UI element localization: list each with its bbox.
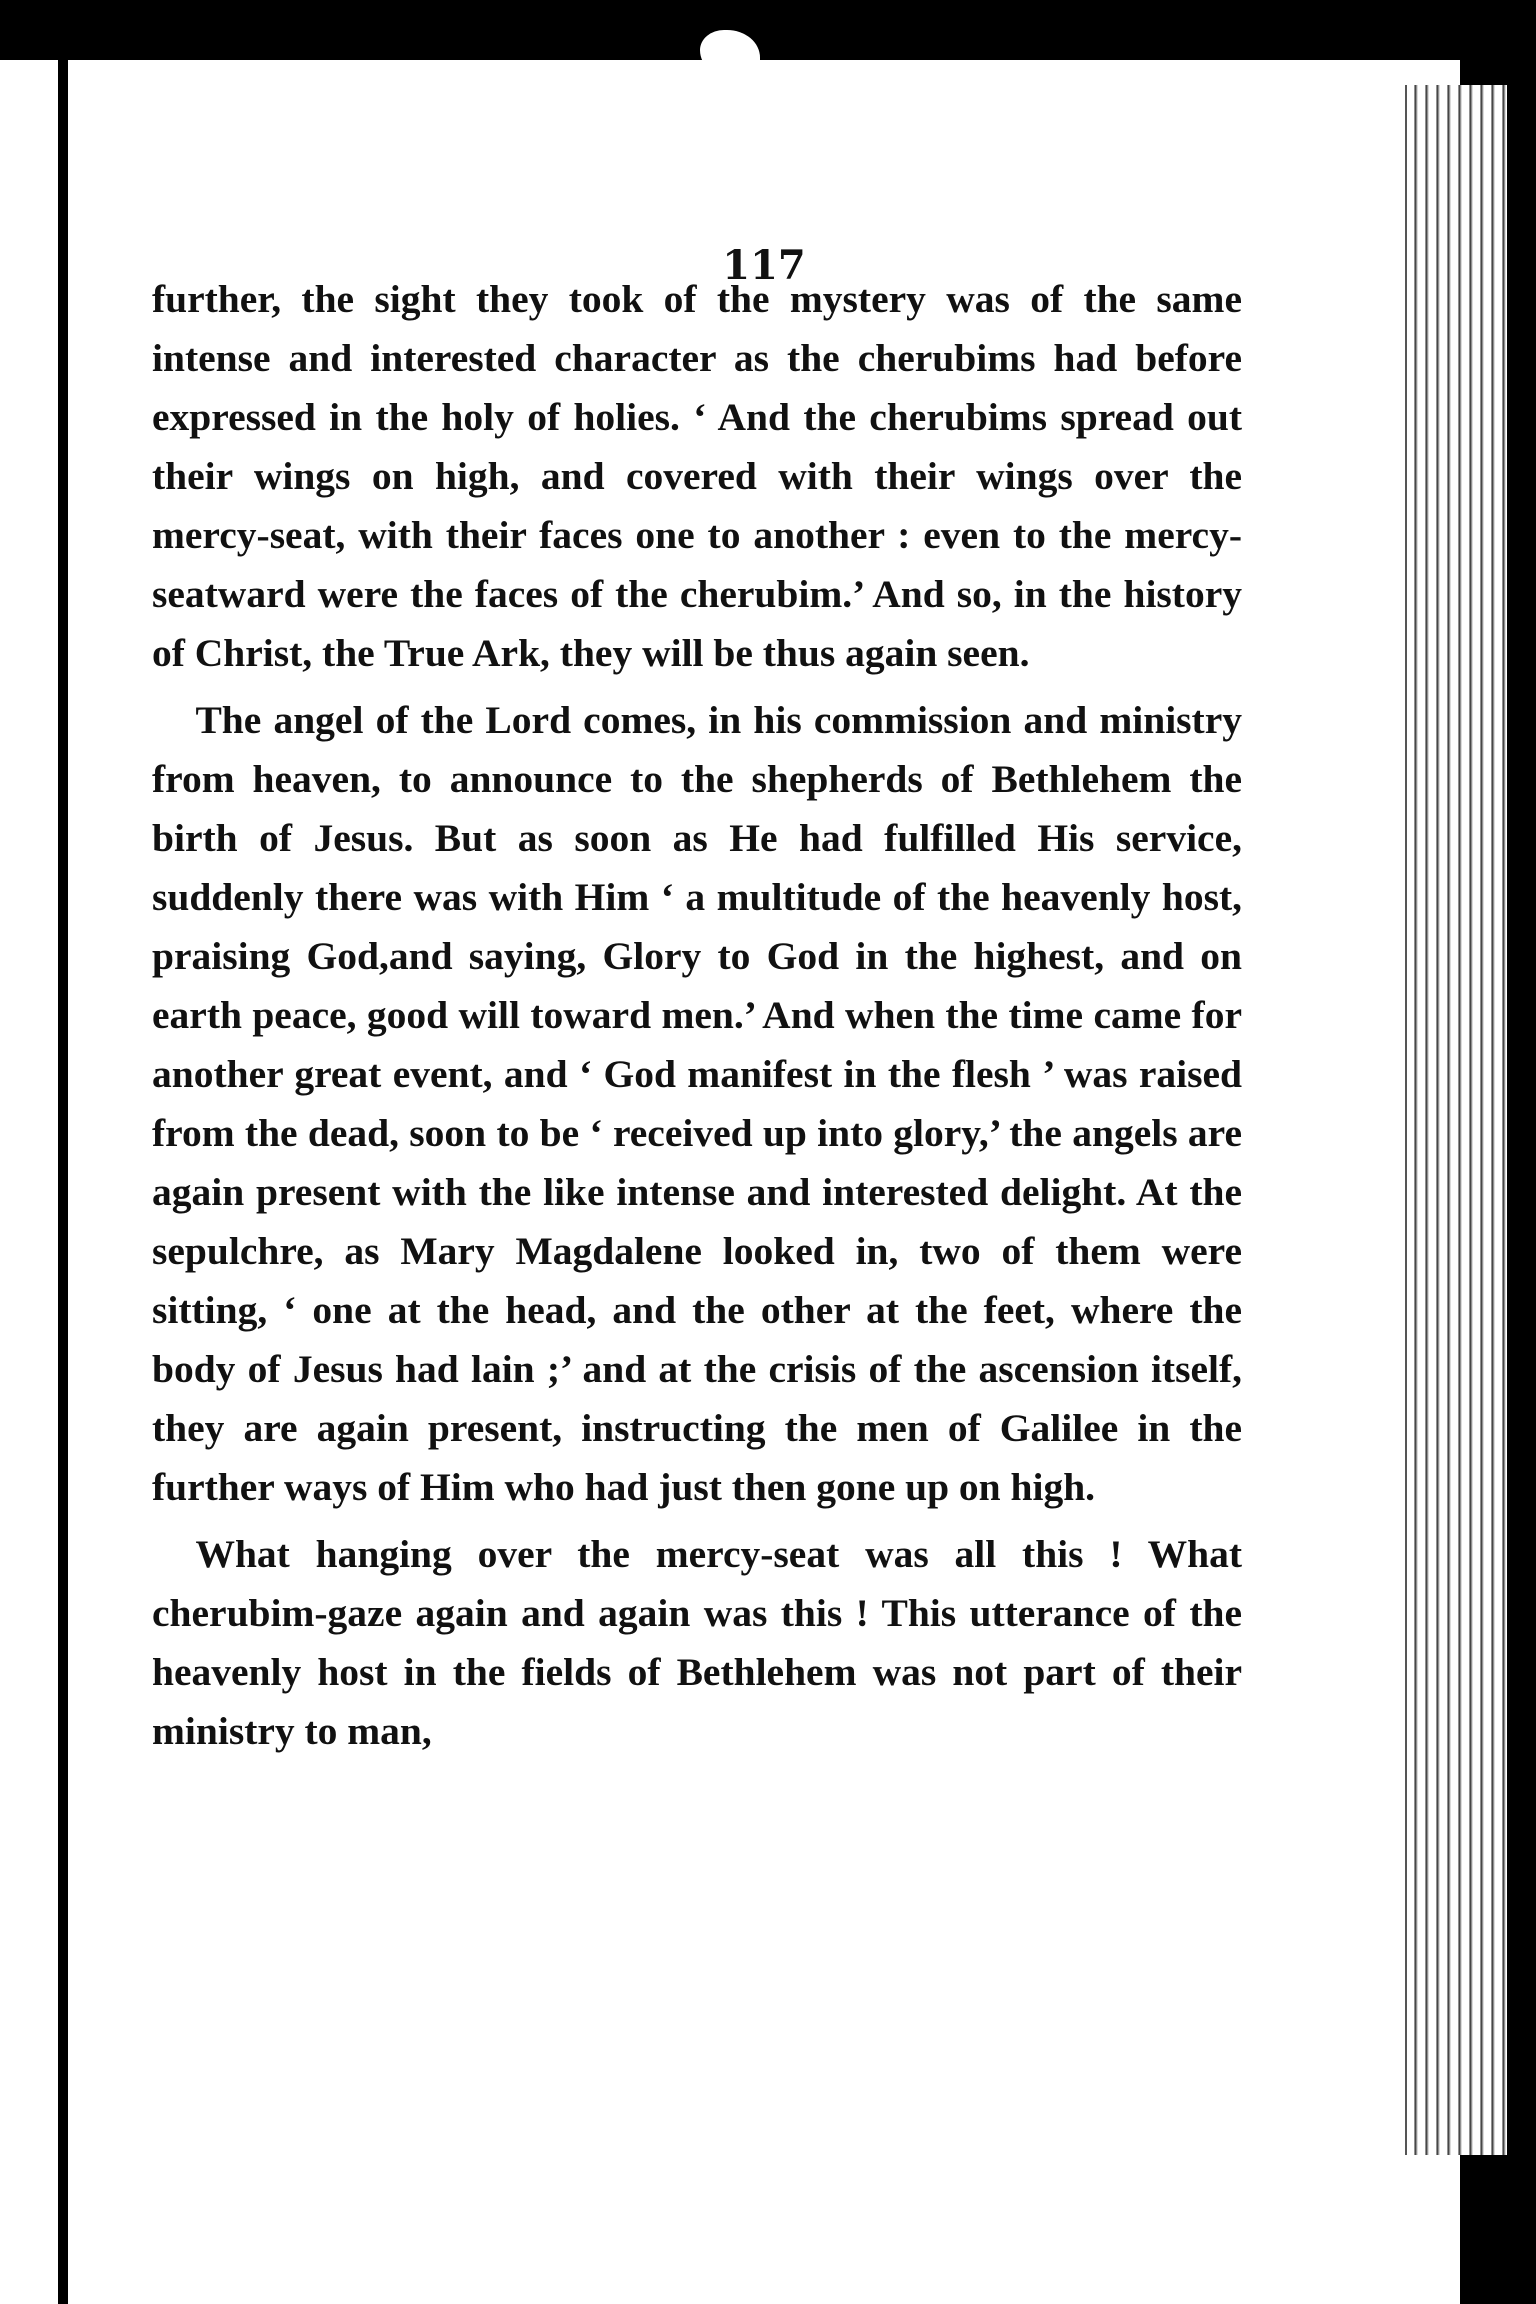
paragraph: What hanging over the mercy-seat was all this ! What cherubim-gaze again and again was this ! This utterance of the heavenly host in the fields of Bethlehem was not part of their ministry to man, xyxy=(152,1532,1242,1753)
binding-gutter xyxy=(58,60,68,2304)
paragraph: The angel of the Lord comes, in his commission and ministry from heaven, to announce to the shepherds of Bethlehem the birth of Jesus. But as soon as He had fulfilled His service, suddenly there was with Him ‘ a multitude of the heavenly host, praising God,and saying, Glory to God in the highest, and on earth peace, good will toward men.’ And when the time came for another great event, and ‘ God manifest in the flesh ’ was raised from the dead, soon to be ‘ received up into glory,’ the angels are again present with the like intense and interested delight. At the sepulchre, as Mary Magdalene looked in, two of them were sitting, ‘ one at the head, and the other at the feet, where the body of Jesus had lain ;’ and at the crisis of the ascension itself, they are again present, instructing the men of Galilee in the further ways of Him who had just then gone up on high. xyxy=(152,698,1242,1509)
paragraph: further, the sight they took of the mystery was of the same intense and interested character as the cherubims had before expressed in the holy of holies. ‘ And the cherubims spread out their wings on high, and covered with their wings over the mercy-seat, with their faces one to another : even to the mercy-seatward were the faces of the cherubim.’ And so, in the history of Christ, the True Ark, they will be thus again seen. xyxy=(152,277,1242,675)
page-block-edges xyxy=(1405,85,1507,2155)
body-text xyxy=(152,270,1242,1761)
page-number: 117 xyxy=(722,242,806,289)
facing-page-edge xyxy=(0,60,58,2304)
